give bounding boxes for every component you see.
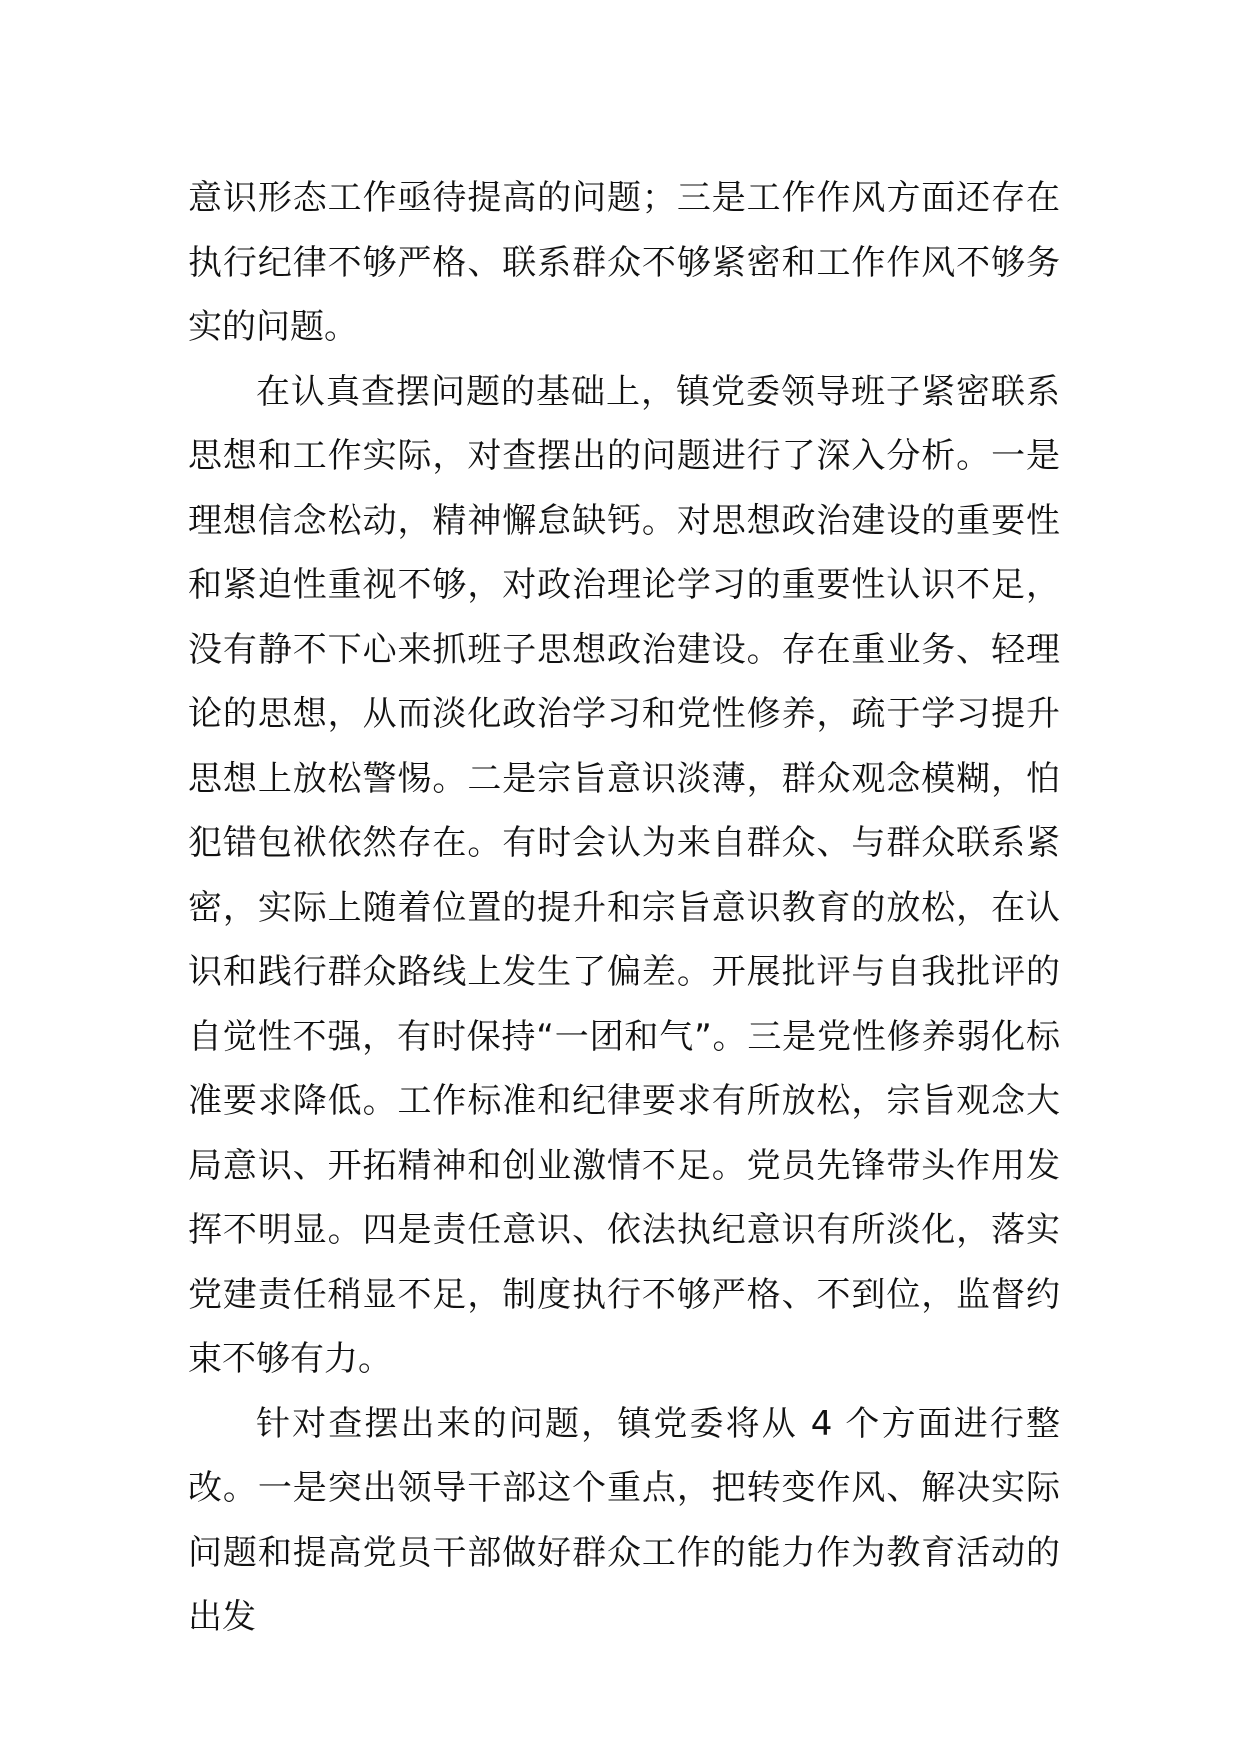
document-body	[188, 166, 1060, 1650]
paragraph-analysis: 在认真查摆问题的基础上，镇党委领导班子紧密联系思想和工作实际，对查摆出的问题进行了深入分析。一是理想信念松动，精神懈怠缺钙。对思想政治建设的重要性和紧迫性重视不够，对政治理论学习的重要性认识不足，没有静不下心来抓班子思想政治建设。存在重业务、轻理论的思想，从而淡化政治学习和党性修养，疏于学习提升思想上放松警惕。二是宗旨意识淡薄，群众观念模糊，怕犯错包袱依然存在。有时会认为来自群众、与群众联系紧密，实际上随着位置的提升和宗旨意识教育的放松，在认识和践行群众路线上发生了偏差。开展批评与自我批评的自觉性不强，有时保持“一团和气”。三是党性修养弱化标准要求降低。工作标准和纪律要求有所放松，宗旨观念大局意识、开拓精神和创业激情不足。党员先锋带头作用发挥不明显。四是责任意识、依法执纪意识有所淡化，落实党建责任稍显不足，制度执行不够严格、不到位，监督约束不够有力。	[188, 371, 1060, 1379]
paragraph-continuation: 意识形态工作亟待提高的问题；三是工作作风方面还存在执行纪律不够严格、联系群众不够紧密和工作作风不够务实的问题。	[188, 178, 1060, 347]
paragraph-rectification: 针对查摆出来的问题，镇党委将从 4 个方面进行整改。一是突出领导干部这个重点，把转变作风、解决实际问题和提高党员干部做好群众工作的能力作为教育活动的出发	[188, 1403, 1060, 1637]
